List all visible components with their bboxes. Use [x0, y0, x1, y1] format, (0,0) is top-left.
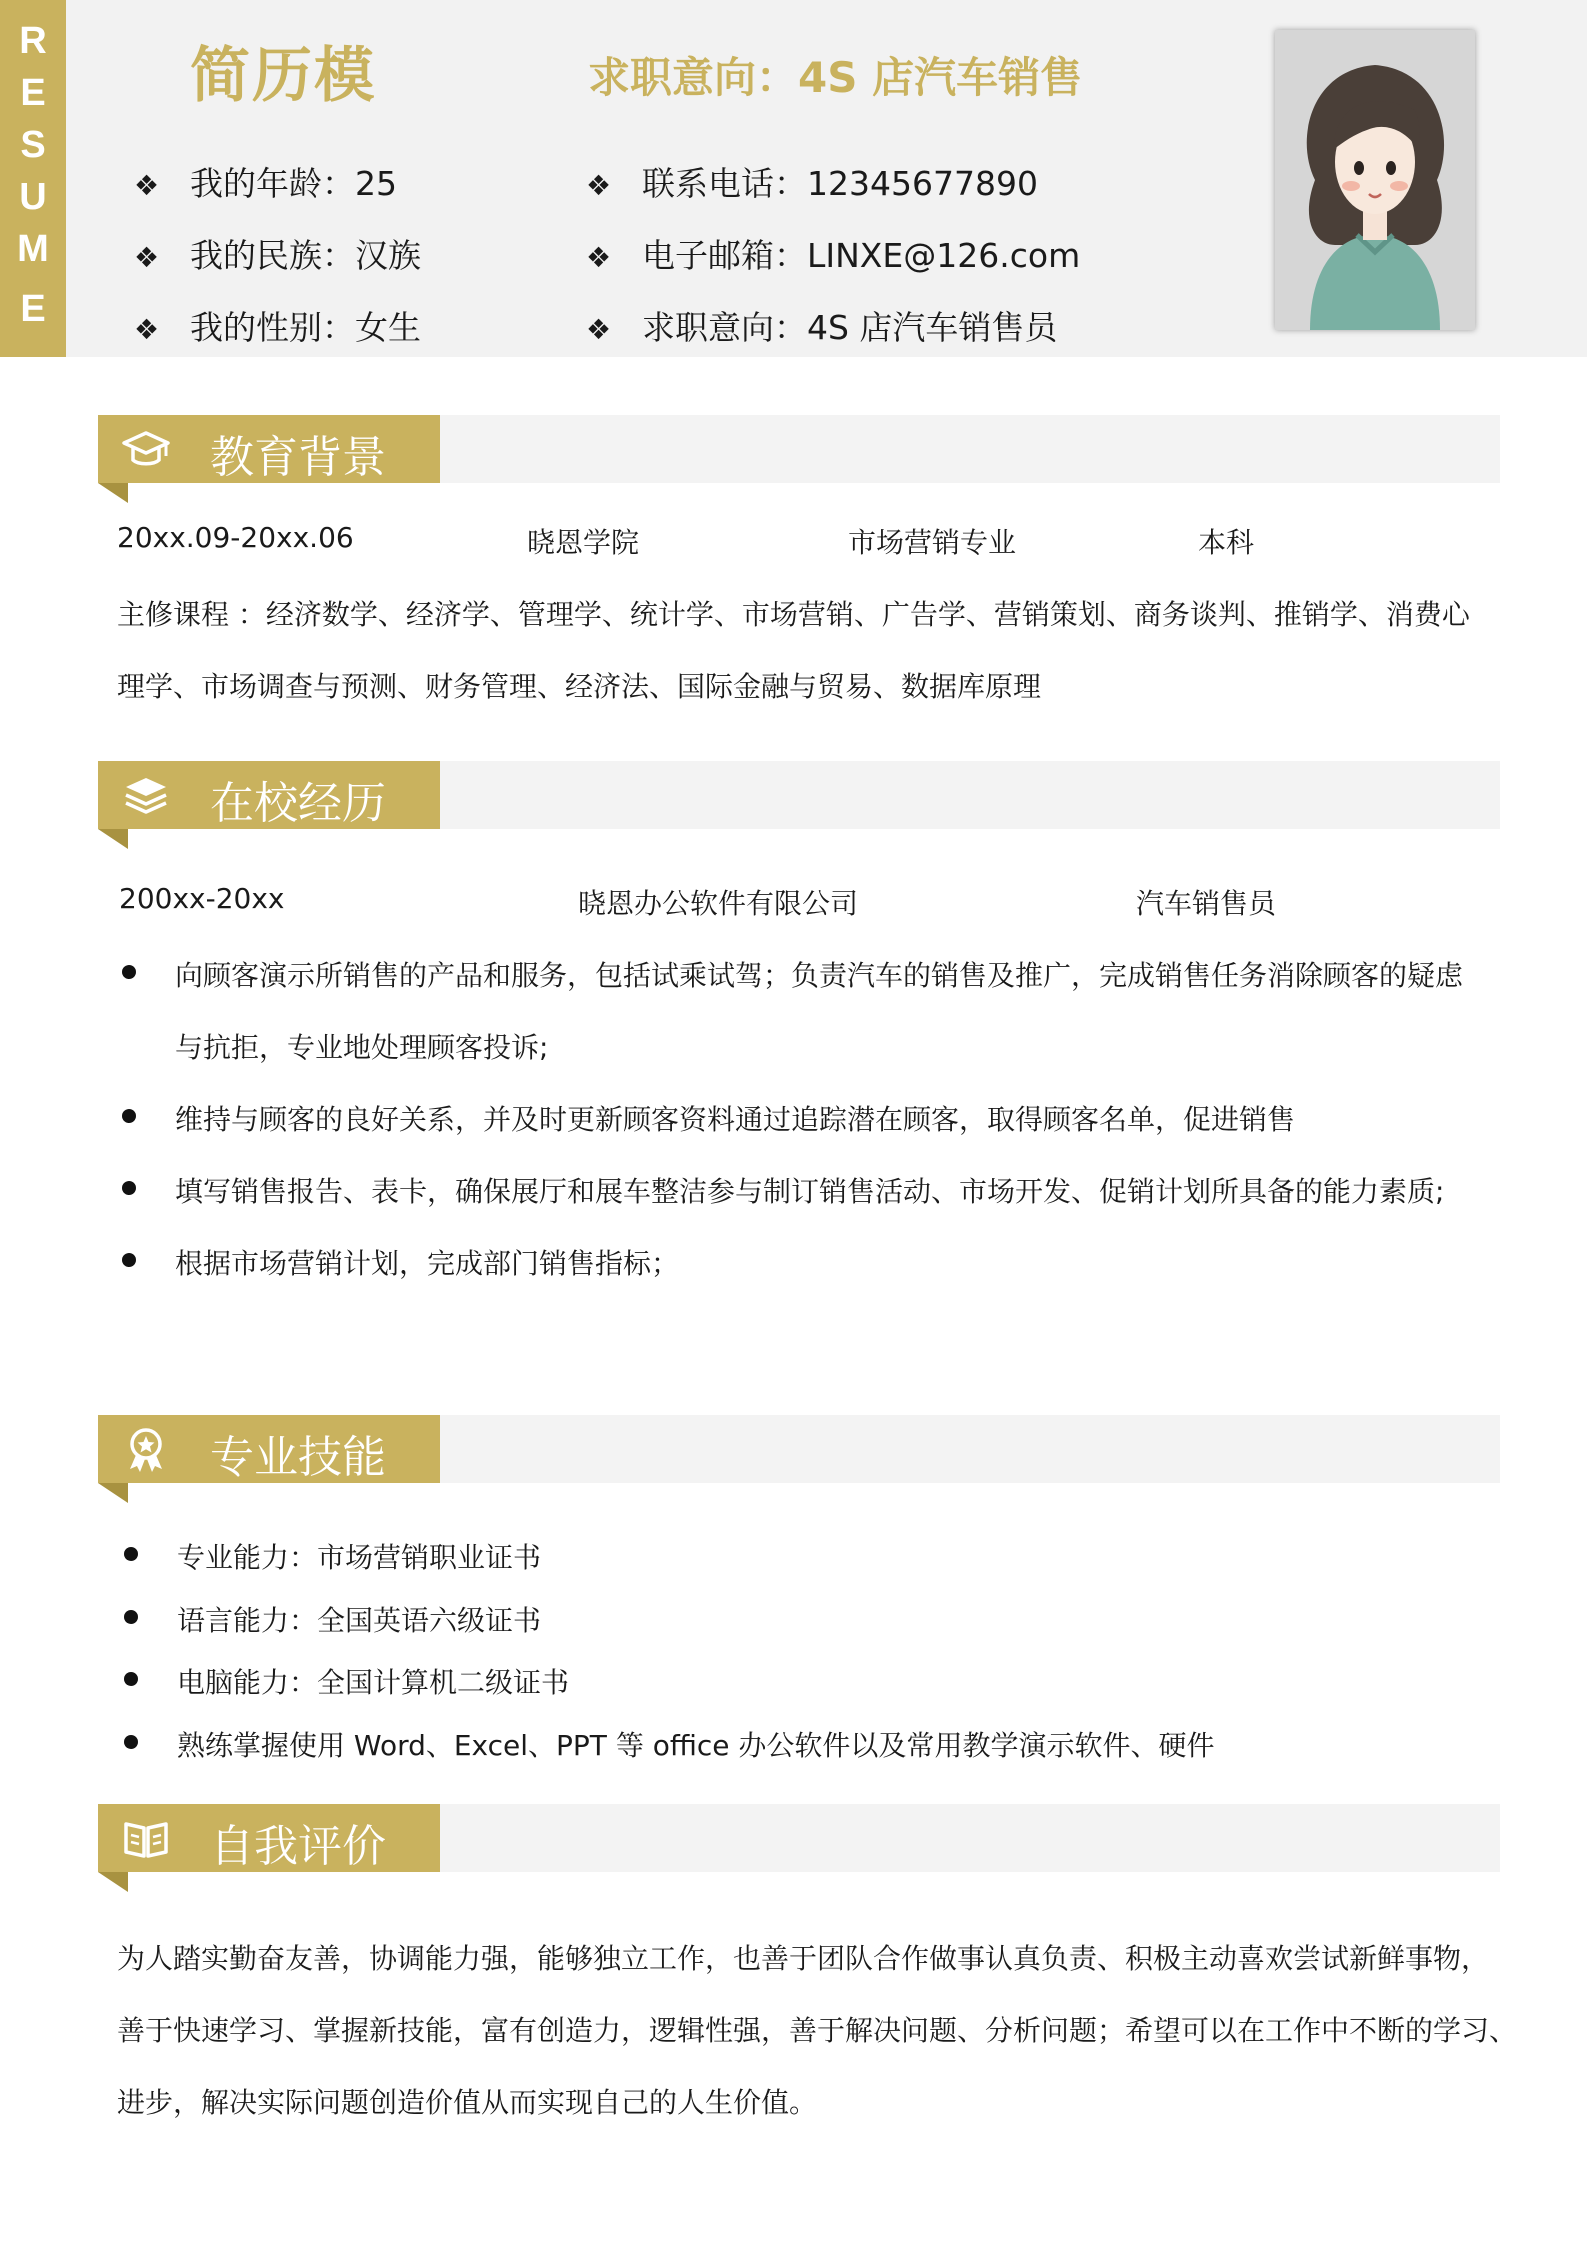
campus-company: 晓恩办公软件有限公司	[578, 887, 859, 920]
resume-letter: U	[19, 176, 47, 218]
campus-item: 填写销售报告、表卡，确保展厅和展车整洁参与制订销售活动、市场开发、促销计划所具备的能力素质;	[175, 1175, 1445, 1208]
award-badge-icon	[120, 1425, 172, 1473]
section-title: 自我评价	[210, 1821, 386, 1872]
self-eval-line: 善于快速学习、掌握新技能，富有创造力，逻辑性强，善于解决问题、分析问题；希望可以在工作中不断的学习、	[117, 2014, 1518, 2047]
diamond-bullet-icon: ❖	[134, 169, 160, 202]
campus-item: 向顾客演示所销售的产品和服务，包括试乘试驾；负责汽车的销售及推广，完成销售任务消除顾客的疑虑	[175, 959, 1464, 992]
info-phone	[586, 158, 1038, 205]
skill-item: 电脑能力：全国计算机二级证书	[177, 1666, 570, 1699]
section-header-skills	[98, 1415, 1500, 1483]
graduation-cap-icon	[120, 425, 172, 473]
edu-courses-line: 主修课程 ：经济数学、经济学、管理学、统计学、市场营销、广告学、营销策划、商务谈判、推销学、消费心	[117, 598, 1470, 631]
info-age	[134, 158, 397, 205]
info-gender	[134, 302, 421, 349]
bullet-dot	[122, 1109, 136, 1123]
campus-item: 维持与顾客的良好关系，并及时更新顾客资料通过追踪潜在顾客，取得顾客名单，促进销售	[175, 1103, 1296, 1136]
bullet-dot	[122, 1181, 136, 1195]
avatar-illustration	[1275, 30, 1475, 330]
resume-letter: R	[19, 20, 47, 62]
bullet-dot	[122, 965, 136, 979]
avatar	[1275, 30, 1475, 330]
edu-major: 市场营销专业	[848, 526, 1017, 559]
section-tab-fold	[98, 829, 128, 849]
campus-role: 汽车销售员	[1136, 887, 1277, 920]
info-ethnicity-text: 我的民族：汉族	[190, 236, 421, 275]
bullet-dot	[124, 1547, 138, 1561]
skill-item: 熟练掌握使用 Word、Excel、PPT 等 office 办公软件以及常用教学演示软件、硬件	[177, 1729, 1215, 1762]
info-age-text: 我的年龄：25	[190, 164, 397, 203]
self-eval-line: 为人踏实勤奋友善，协调能力强，能够独立工作，也善于团队合作做事认真负责、积极主动喜欢尝试新鲜事物，	[117, 1942, 1490, 1975]
info-ethnicity	[134, 230, 421, 277]
layers-icon	[120, 771, 172, 819]
campus-period: 200xx-20xx	[119, 882, 285, 915]
campus-item: 根据市场营销计划，完成部门销售指标；	[175, 1247, 680, 1280]
edu-courses-line: 理学、市场调查与预测、财务管理、经济法、国际金融与贸易、数据库原理	[117, 670, 1042, 703]
section-title: 在校经历	[210, 778, 386, 829]
skill-item: 专业能力：市场营销职业证书	[177, 1541, 542, 1574]
section-header-education	[98, 415, 1500, 483]
section-tab-fold	[98, 1872, 128, 1892]
bullet-dot	[124, 1610, 138, 1624]
edu-school: 晓恩学院	[527, 526, 640, 559]
skill-item: 语言能力：全国英语六级证书	[177, 1604, 542, 1637]
info-intent-text: 求职意向：4S 店汽车销售员	[642, 308, 1058, 347]
resume-strip	[0, 0, 66, 357]
section-tab-fold	[98, 1483, 128, 1503]
info-gender-text: 我的性别：女生	[190, 308, 421, 347]
diamond-bullet-icon: ❖	[586, 241, 612, 274]
info-intent	[586, 302, 1057, 349]
job-intent-title: 求职意向：4S 店汽车销售	[588, 53, 1083, 102]
bullet-dot	[122, 1253, 136, 1267]
self-eval-line: 进步，解决实际问题创造价值从而实现自己的人生价值。	[117, 2086, 818, 2119]
resume-letter: M	[17, 228, 49, 270]
resume-letter: E	[20, 72, 46, 114]
bullet-dot	[124, 1672, 138, 1686]
edu-degree: 本科	[1198, 526, 1255, 559]
open-book-icon	[120, 1814, 172, 1862]
page-title: 简历模	[190, 41, 376, 111]
section-title: 教育背景	[210, 432, 386, 483]
resume-letter: E	[20, 288, 46, 330]
info-phone-text: 联系电话：12345677890	[642, 164, 1038, 203]
diamond-bullet-icon: ❖	[586, 169, 612, 202]
section-tab-fold	[98, 483, 128, 503]
info-email	[586, 230, 1080, 277]
section-header-self-evaluation	[98, 1804, 1500, 1872]
section-header-campus	[98, 761, 1500, 829]
resume-letter: S	[20, 124, 46, 166]
diamond-bullet-icon: ❖	[586, 313, 612, 346]
campus-item-continued: 与抗拒，专业地处理顾客投诉;	[175, 1031, 549, 1064]
bullet-dot	[124, 1735, 138, 1749]
diamond-bullet-icon: ❖	[134, 241, 160, 274]
edu-period: 20xx.09-20xx.06	[117, 521, 354, 554]
info-email-text: 电子邮箱：LINXE@126.com	[642, 236, 1081, 275]
diamond-bullet-icon: ❖	[134, 313, 160, 346]
section-title: 专业技能	[210, 1432, 386, 1483]
